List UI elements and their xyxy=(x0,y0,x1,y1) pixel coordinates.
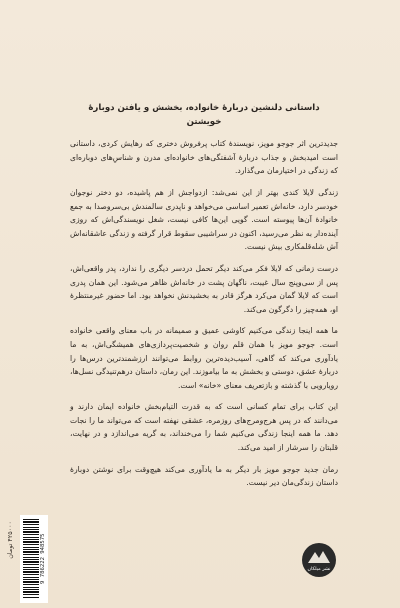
isbn-number: 9 786222 948575 xyxy=(40,533,46,585)
publisher-logo-label: نشر میلکان xyxy=(307,567,331,572)
blurb-paragraph-1: جدیدترین اثر جوجو مویز، نویسندهٔ کتاب پرفروش دختری که رهایش کردی، داستانی است امیدبخش و جذاب دربارهٔ آشفتگی‌های خانواده‌ای مدرن و شناسِ‌های دوباره‌ای که زندگی در اختیارمان می‌گذارد. xyxy=(70,139,338,176)
blurb-paragraph-4: ما همه اینجا زندگی می‌کنیم کاوشی عمیق و صمیمانه در باب معنای واقعی خانواده است. جوجو مویز با همان قلم روان و شخصیت‌پردازی‌های همیشگی‌اش، به ما یادآوری می‌کند که گاهی، آسیب‌دیده‌ترین روابط می‌توانند ارزشمندترین درس‌ها را دربارهٔ عشق، دوستی و بخشش به ما بیاموزند. این رمان، داستان درهم‌تنیدگی نسل‌ها، رویارویی با گذشته و بازتعریف معنای «خانه» است. xyxy=(70,326,338,390)
blurb-heading: داستانی دلنشین دربارهٔ خانواده، بخشش و یافتن دوبارهٔ خویشتن xyxy=(88,103,320,127)
isbn-barcode xyxy=(20,515,48,603)
blurb-text-block xyxy=(70,102,338,498)
barcode-bars xyxy=(23,519,39,599)
blurb-paragraph-5: این کتاب برای تمام کسانی است که به قدرت التیام‌بخش خانواده ایمان دارند و می‌دانند که در پس هرج‌ومرج‌های روزمره، عشقی نهفته است که می‌تواند ما را نجات دهد. ما همه اینجا زندگی می‌کنیم شما را می‌خنداند، به گریه می‌اندازد و در نهایت، قلبتان را سرشار از امید می‌کند. xyxy=(70,402,338,453)
price-label: ۴۲۵۰۰۰ تومان xyxy=(6,521,14,559)
publisher-logo xyxy=(302,543,336,577)
barcode-area xyxy=(6,515,58,608)
blurb-paragraph-6: رمان جدید جوجو مویز بار دیگر به ما یادآوری می‌کند هیچ‌وقت برای نوشتن دوبارهٔ داستان زندگی‌مان دیر نیست. xyxy=(70,464,338,488)
blurb-paragraph-2: زندگی لایلا کندی بهتر از این نمی‌شد: ازدواجش از هم پاشیده، دو دختر نوجوان خودسر دارد، خانه‌اش تعمیر اساسی می‌خواهد و ناپدری سالمندش بی‌سروصدا به جمع خانوادهٔ آن‌ها پیوسته است. گویی این‌ها کافی نیست، شغل نویسندگی‌اش که روزی آینده‌دار به نظر می‌رسید، اکنون در سراشیبی سقوط قرار گرفته و زندگی عاشقانه‌اش آش شله‌قلمکاری بیش نیست. xyxy=(70,187,338,252)
blurb-paragraph-3: درست زمانی که لایلا فکر می‌کند دیگر تحمل دردسر دیگری را ندارد، پدر واقعی‌اش، پس از سی‌وپنج سال غیبت، ناگهان پشت در خانه‌اش ظاهر می‌شود. این همان پدری است که لایلا گمان می‌کرد هرگز قادر به بخشیدنش نخواهد بود. اما حضور غیرمنتظرهٔ او، همه‌چیز را دگرگون می‌کند. xyxy=(70,263,338,314)
